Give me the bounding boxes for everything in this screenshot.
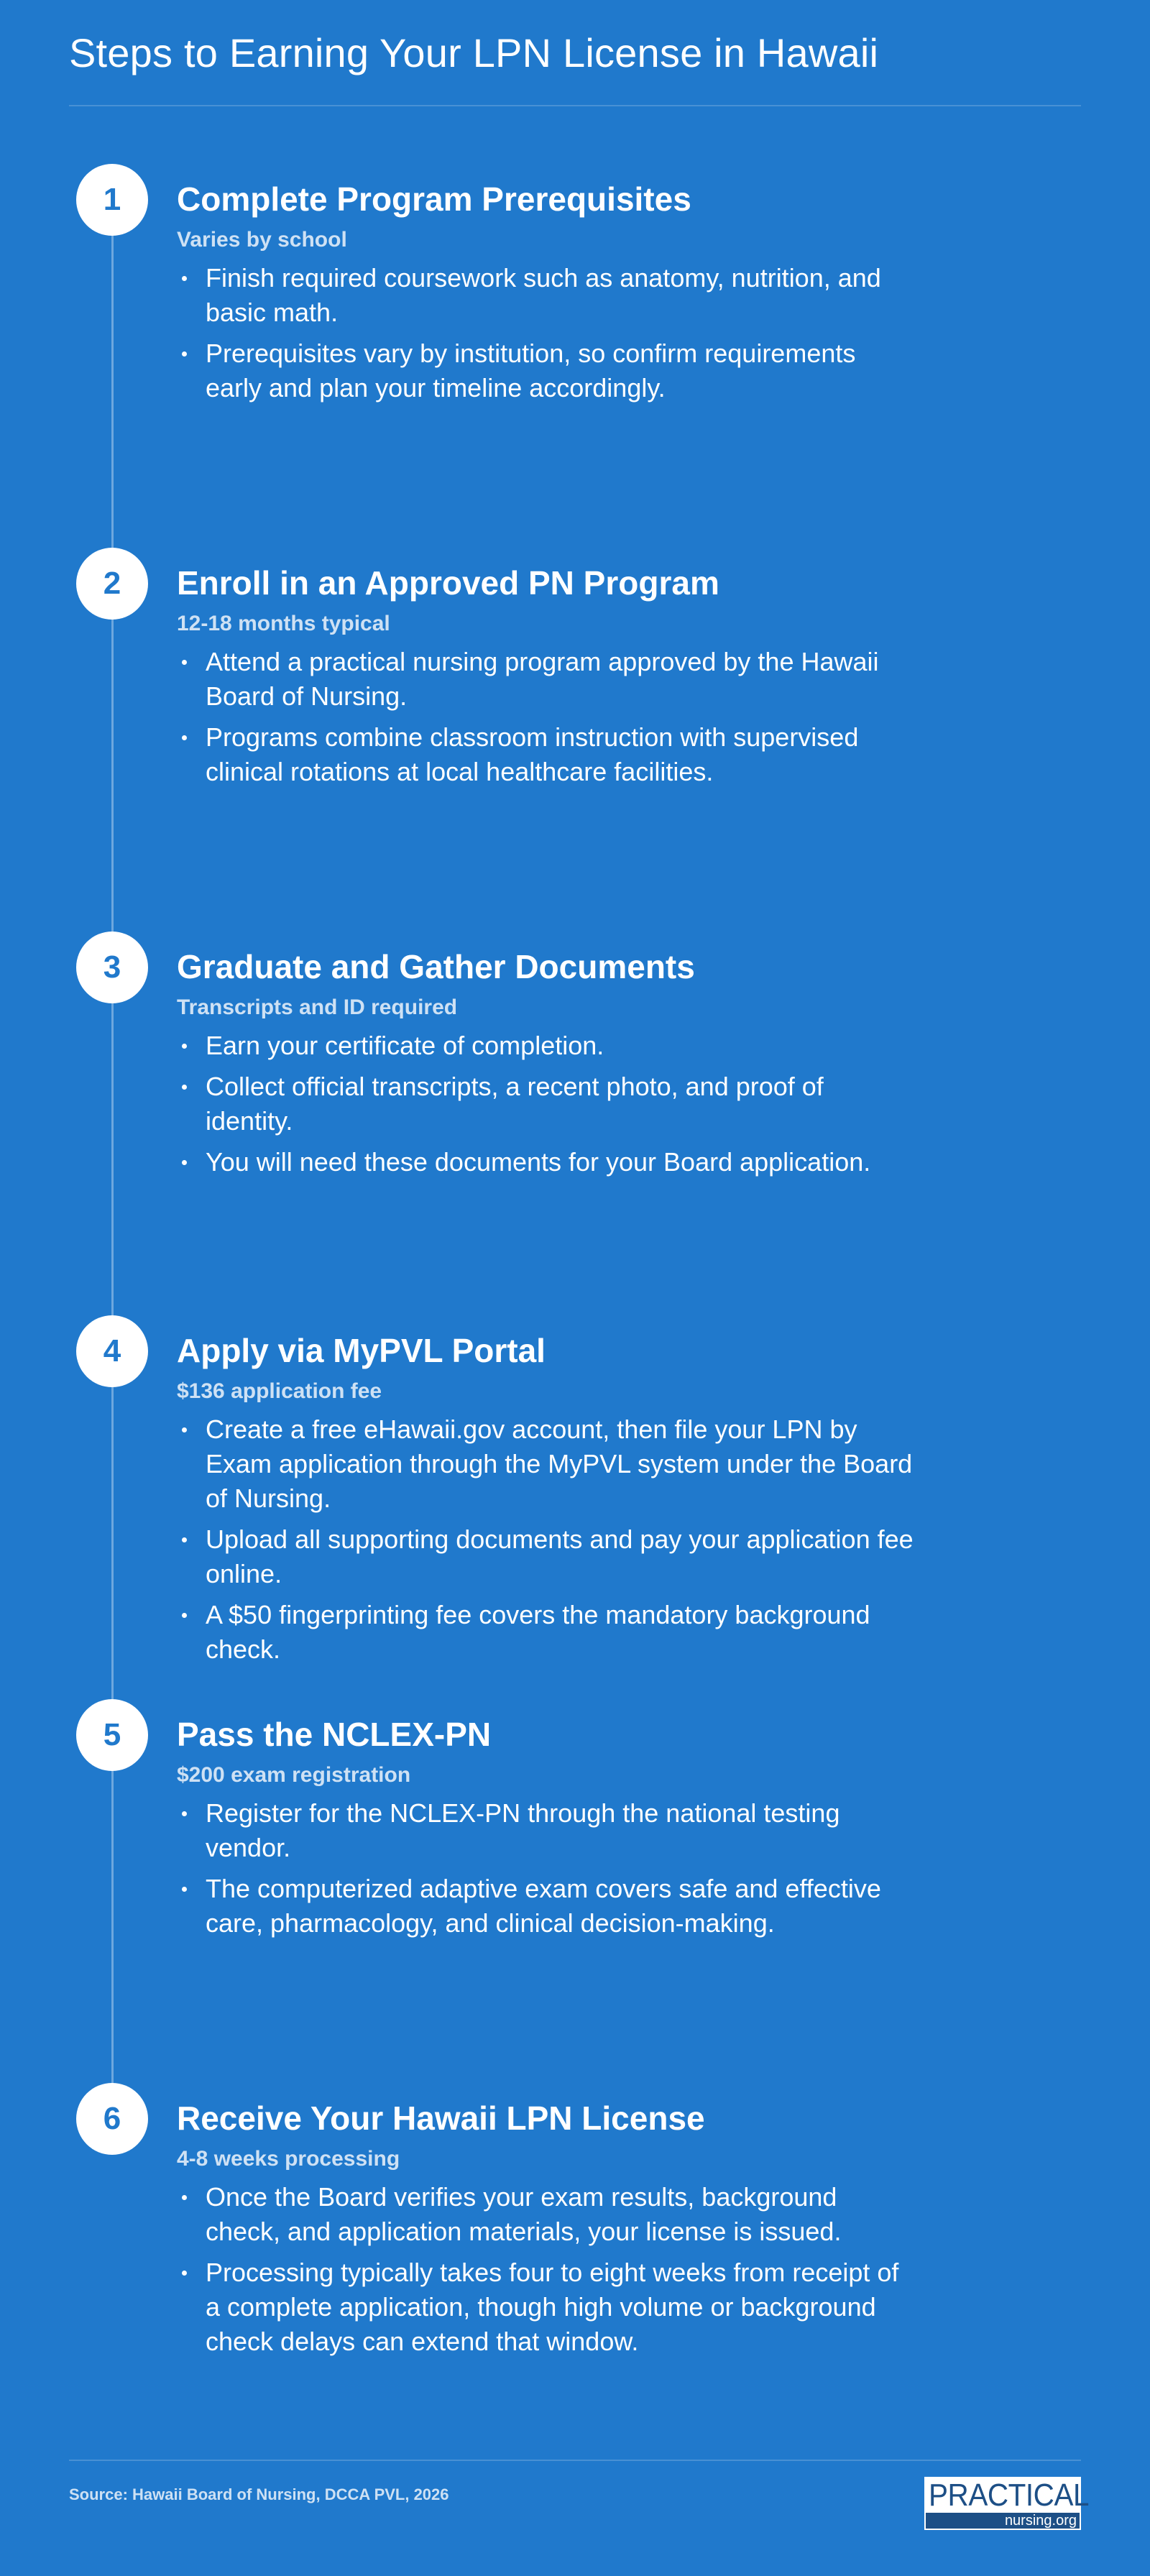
step-number-badge: 3 (76, 932, 148, 1003)
step-bullet-list (177, 1796, 917, 1947)
step-subtitle: Transcripts and ID required (177, 995, 458, 1019)
bullet-item: Register for the NCLEX-PN through the national testing vendor. (177, 1796, 917, 1865)
title-divider (69, 105, 1081, 106)
page-title: Steps to Earning Your LPN License in Hawaii (69, 30, 879, 75)
step-title: Apply via MyPVL Portal (177, 1332, 546, 1369)
practical-nursing-logo (924, 2477, 1090, 2530)
step-subtitle: $200 exam registration (177, 1763, 411, 1787)
step-title: Complete Program Prerequisites (177, 180, 691, 218)
step-bullet-list (177, 1412, 917, 1673)
source-note: Source: Hawaii Board of Nursing, DCCA PVL, 2026 (69, 2485, 449, 2503)
step-bullet-list (177, 261, 917, 412)
step-bullet-list (177, 645, 917, 796)
bullet-item: Collect official transcripts, a recent photo, and proof of identity. (177, 1070, 917, 1138)
step-number-badge: 4 (76, 1315, 148, 1387)
logo-wordmark: PRACTICAL (929, 2478, 1090, 2513)
bullet-item: Processing typically takes four to eight weeks from receipt of a complete application, though high volume or background check delays can extend that window. (177, 2255, 917, 2359)
bullet-item: Finish required coursework such as anatomy, nutrition, and basic math. (177, 261, 917, 330)
logo-domain: nursing.org (1004, 2513, 1077, 2529)
step-subtitle: 4-8 weeks processing (177, 2147, 400, 2171)
bullet-item: Earn your certificate of completion. (177, 1029, 917, 1063)
timeline-line (111, 201, 114, 2120)
step-subtitle: $136 application fee (177, 1379, 382, 1403)
step-subtitle: 12-18 months typical (177, 612, 390, 635)
bullet-item: A $50 fingerprinting fee covers the mandatory background check. (177, 1598, 917, 1667)
step-number-badge: 6 (76, 2083, 148, 2155)
bullet-item: Upload all supporting documents and pay your application fee online. (177, 1522, 917, 1591)
bullet-item: Programs combine classroom instruction with supervised clinical rotations at local healthcare facilities. (177, 720, 917, 789)
step-title: Enroll in an Approved PN Program (177, 564, 719, 602)
bullet-item: You will need these documents for your Board application. (177, 1145, 917, 1179)
bullet-item: Prerequisites vary by institution, so confirm requirements early and plan your timeline accordingly. (177, 336, 917, 405)
step-title: Receive Your Hawaii LPN License (177, 2099, 705, 2137)
step-subtitle: Varies by school (177, 228, 347, 252)
step-bullet-list (177, 1029, 917, 1186)
step-number-badge: 2 (76, 548, 148, 620)
bullet-item: Create a free eHawaii.gov account, then file your LPN by Exam application through the MyPVL system under the Board of Nursing. (177, 1412, 917, 1516)
step-bullet-list (177, 2180, 917, 2365)
bullet-item: Once the Board verifies your exam results, background check, and application materials, your license is issued. (177, 2180, 917, 2249)
footer-divider (69, 2460, 1081, 2461)
step-title: Pass the NCLEX-PN (177, 1716, 492, 1753)
step-title: Graduate and Gather Documents (177, 948, 695, 985)
step-number-badge: 5 (76, 1699, 148, 1771)
bullet-item: The computerized adaptive exam covers safe and effective care, pharmacology, and clinical decision-making. (177, 1872, 917, 1941)
step-number-badge: 1 (76, 164, 148, 236)
bullet-item: Attend a practical nursing program approved by the Hawaii Board of Nursing. (177, 645, 917, 714)
